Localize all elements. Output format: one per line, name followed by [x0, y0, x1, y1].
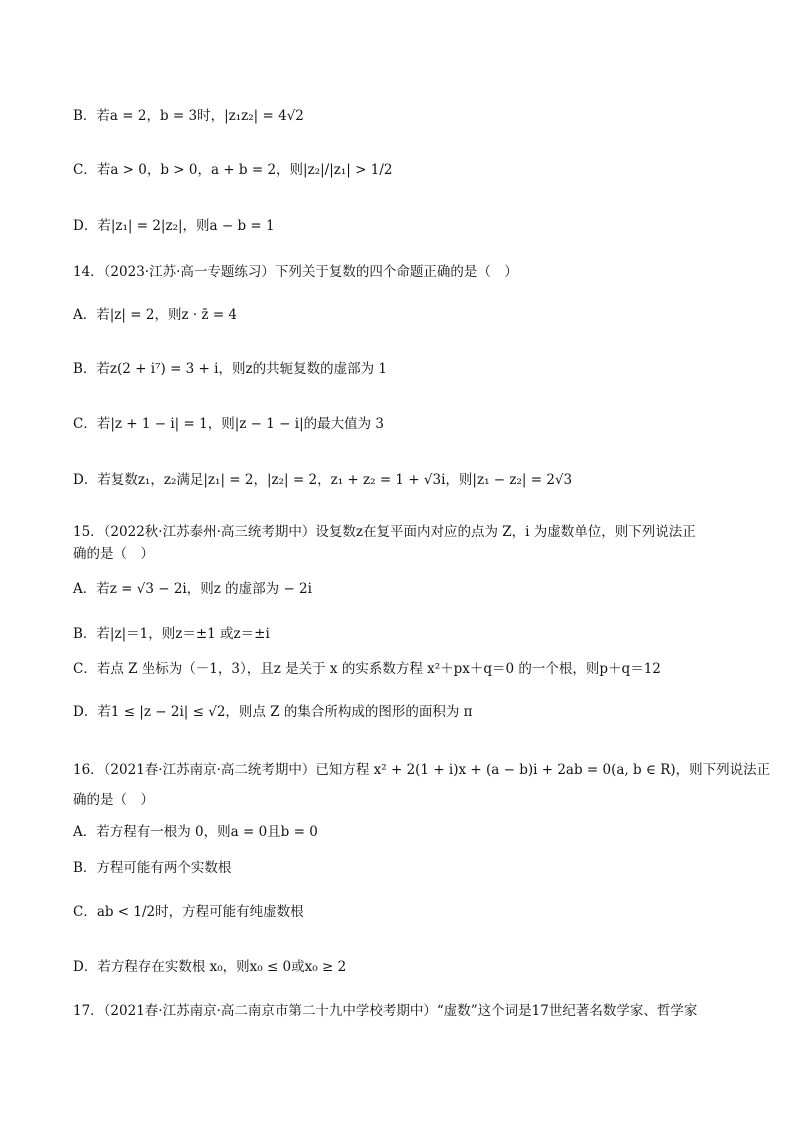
option-16-d: D．若方程存在实数根 x₀，则x₀ ≤ 0或x₀ ≥ 2 — [73, 959, 347, 975]
option-15-d: D．若1 ≤ |z − 2i| ≤ √2，则点 Z 的集合所构成的图形的面积为 π — [73, 704, 473, 720]
option-15-b: B．若|z|＝1，则z＝±1 或z＝±i — [73, 626, 270, 642]
option-14-b: B．若z(2 + i⁷) = 3 + i，则z的共轭复数的虚部为 1 — [73, 361, 387, 377]
option-15-a: A．若z = √3 − 2i，则z 的虚部为 − 2i — [73, 581, 312, 597]
question-15-stem-cont: 确的是（ ） — [73, 546, 154, 562]
option-14-d: D．若复数z₁，z₂满足|z₁| = 2，|z₂| = 2，z₁ + z₂ = 1 + √3i，则|z₁ − z₂| = 2√3 — [73, 472, 573, 488]
option-14-a: A．若|z| = 2，则z · z̄ = 4 — [73, 307, 238, 323]
option-16-a: A．若方程有一根为 0，则a = 0且b = 0 — [73, 824, 318, 840]
option-13-b: B．若a = 2，b = 3时，|z₁z₂| = 4√2 — [73, 108, 304, 124]
question-16-stem-cont: 确的是（ ） — [73, 792, 154, 808]
question-16-stem: 16．（2021春·江苏南京·高二统考期中）已知方程 x² + 2(1 + i)x + (a − b)i + 2ab = 0(a, b ∈ R)，则下列说法正 — [73, 762, 771, 778]
option-14-c: C．若|z + 1 − i| = 1，则|z − 1 − i|的最大值为 3 — [73, 416, 385, 432]
question-17-stem: 17．（2021春·江苏南京·高二南京市第二十九中学校考期中）“虚数”这个词是17世纪著名数学家、哲学家 — [73, 1003, 698, 1019]
question-14-stem: 14．（2023·江苏·高一专题练习）下列关于复数的四个命题正确的是（ ） — [73, 264, 518, 280]
option-15-c: C．若点 Z 坐标为（－1，3），且z 是关于 x 的实系数方程 x²＋px＋q＝0 的一个根，则p＋q＝12 — [73, 661, 661, 677]
option-16-c: C．ab < 1/2时，方程可能有纯虚数根 — [73, 904, 304, 920]
option-13-d: D．若|z₁| = 2|z₂|，则a − b = 1 — [73, 218, 275, 234]
question-15-stem: 15．（2022秋·江苏泰州·高三统考期中）设复数z在复平面内对应的点为 Z，i 为虚数单位，则下列说法正 — [73, 524, 696, 540]
option-13-c: C．若a > 0，b > 0，a + b = 2，则|z₂|/|z₁| > 1/2 — [73, 162, 393, 178]
option-16-b: B．方程可能有两个实数根 — [73, 860, 232, 876]
